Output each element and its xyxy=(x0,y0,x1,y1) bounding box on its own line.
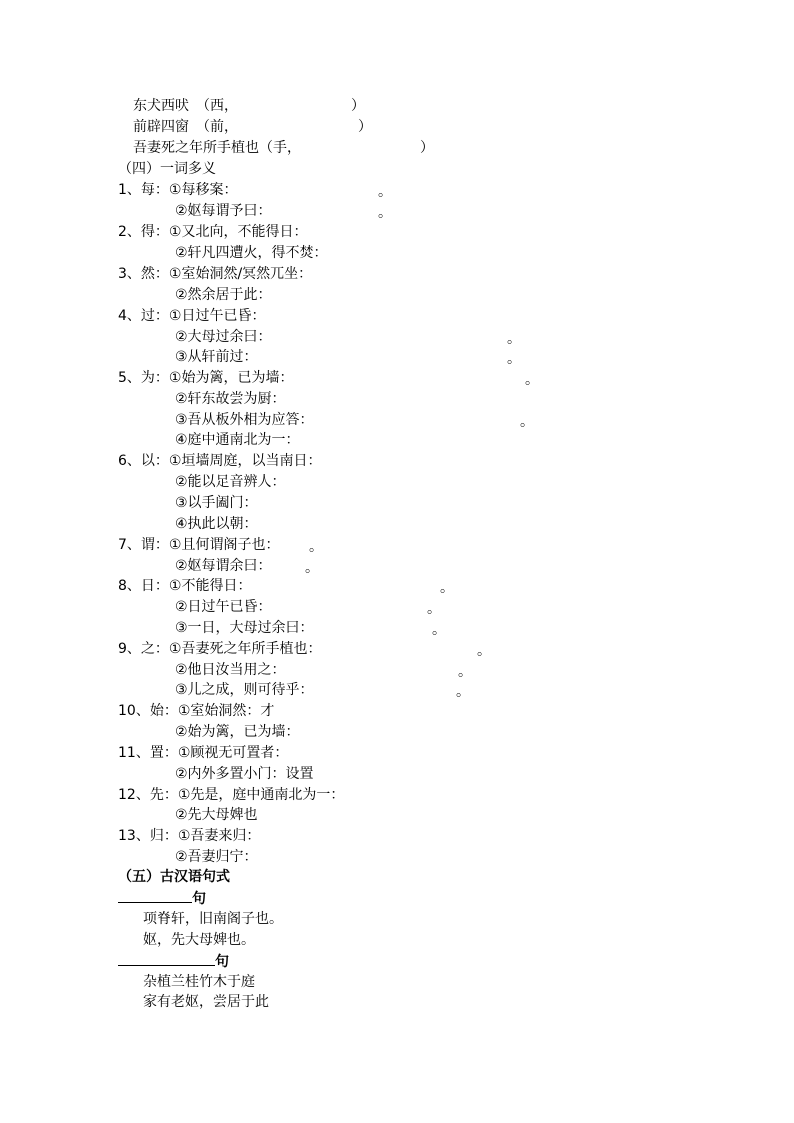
period: 。 xyxy=(427,601,441,617)
item-5d: ④庭中通南北为一： xyxy=(175,432,300,448)
item-13: 13、归：①吾妻来归： xyxy=(118,828,261,844)
section-five-title: （五）古汉语句式 xyxy=(118,869,230,885)
item-3b: ②然余居于此： xyxy=(175,287,272,303)
sentence-type-a xyxy=(118,888,206,909)
answer-blank xyxy=(118,951,215,966)
item-4b: ②大母过余曰： xyxy=(175,329,272,345)
item-3: 3、然：①室始洞然/冥然兀坐： xyxy=(118,266,313,282)
period: 。 xyxy=(477,643,491,659)
item-6b: ②能以足音辨人： xyxy=(175,474,286,490)
item-7: 7、谓：①且何谓阁子也： xyxy=(118,537,280,553)
item-5: 5、为：①始为篱，已为墙： xyxy=(118,370,294,386)
item-4c: ③从轩前过： xyxy=(175,349,258,365)
item-5c: ③吾从板外相为应答： xyxy=(175,412,314,428)
period: 。 xyxy=(440,580,454,596)
period: 。 xyxy=(507,351,521,367)
item-9b: ②他日汝当用之： xyxy=(175,662,286,678)
item-2b: ②轩凡四遭火，得不焚： xyxy=(175,245,328,261)
paren-close: ） xyxy=(420,140,434,156)
line-qianpi: 前辟四窗 （前， xyxy=(133,119,238,135)
item-12: 12、先：①先是，庭中通南北为一： xyxy=(118,787,345,803)
item-8b: ②日过午已昏： xyxy=(175,599,272,615)
example-a1: 项脊轩，旧南阁子也。 xyxy=(143,911,283,927)
item-1: 1、每：①每移案： xyxy=(118,182,238,198)
period: 。 xyxy=(378,184,392,200)
paren-close: ） xyxy=(358,119,372,135)
period: 。 xyxy=(458,664,472,680)
period: 。 xyxy=(507,331,521,347)
answer-blank xyxy=(118,888,192,903)
sentence-type-label: 句 xyxy=(192,891,206,907)
paren-close: ） xyxy=(351,98,365,114)
example-a2: 妪，先大母婢也。 xyxy=(143,932,255,948)
item-9c: ③儿之成，则可待乎： xyxy=(175,682,314,698)
sentence-type-label: 句 xyxy=(215,954,229,970)
item-5b: ②轩东故尝为厨： xyxy=(175,391,286,407)
period: 。 xyxy=(305,560,319,576)
item-7b: ②妪每谓余曰： xyxy=(175,558,272,574)
section-four-title: （四）一词多义 xyxy=(118,161,216,177)
example-b2: 家有老妪，尝居于此 xyxy=(143,994,269,1010)
item-2: 2、得：①又北向，不能得日： xyxy=(118,224,308,240)
item-6c: ③以手阖门： xyxy=(175,495,258,511)
item-8: 8、日：①不能得日： xyxy=(118,578,252,594)
period: 。 xyxy=(378,205,392,221)
item-1b: ②妪每谓予曰： xyxy=(175,203,272,219)
item-13b: ②吾妻归宁： xyxy=(175,849,258,865)
period: 。 xyxy=(525,372,539,388)
line-wuqi: 吾妻死之年所手植也（手， xyxy=(133,140,301,156)
item-8c: ③一日，大母过余曰： xyxy=(175,620,314,636)
period: 。 xyxy=(309,539,323,555)
line-dongquan: 东犬西吠 （西， xyxy=(133,98,238,114)
sentence-type-b xyxy=(118,951,229,972)
period: 。 xyxy=(520,414,534,430)
period: 。 xyxy=(432,622,446,638)
item-10: 10、始：①室始洞然：才 xyxy=(118,703,275,719)
item-4: 4、过：①日过午已昏： xyxy=(118,308,266,324)
period: 。 xyxy=(456,684,470,700)
item-11: 11、置：①顾视无可置者： xyxy=(118,745,289,761)
item-12b: ②先大母婢也 xyxy=(175,807,258,823)
example-b1: 杂植兰桂竹木于庭 xyxy=(143,974,255,990)
item-6d: ④执此以朝： xyxy=(175,516,258,532)
item-11b: ②内外多置小门：设置 xyxy=(175,766,314,782)
item-6: 6、以：①垣墙周庭，以当南日： xyxy=(118,453,322,469)
item-10b: ②始为篱，已为墙： xyxy=(175,724,300,740)
item-9: 9、之：①吾妻死之年所手植也： xyxy=(118,641,322,657)
